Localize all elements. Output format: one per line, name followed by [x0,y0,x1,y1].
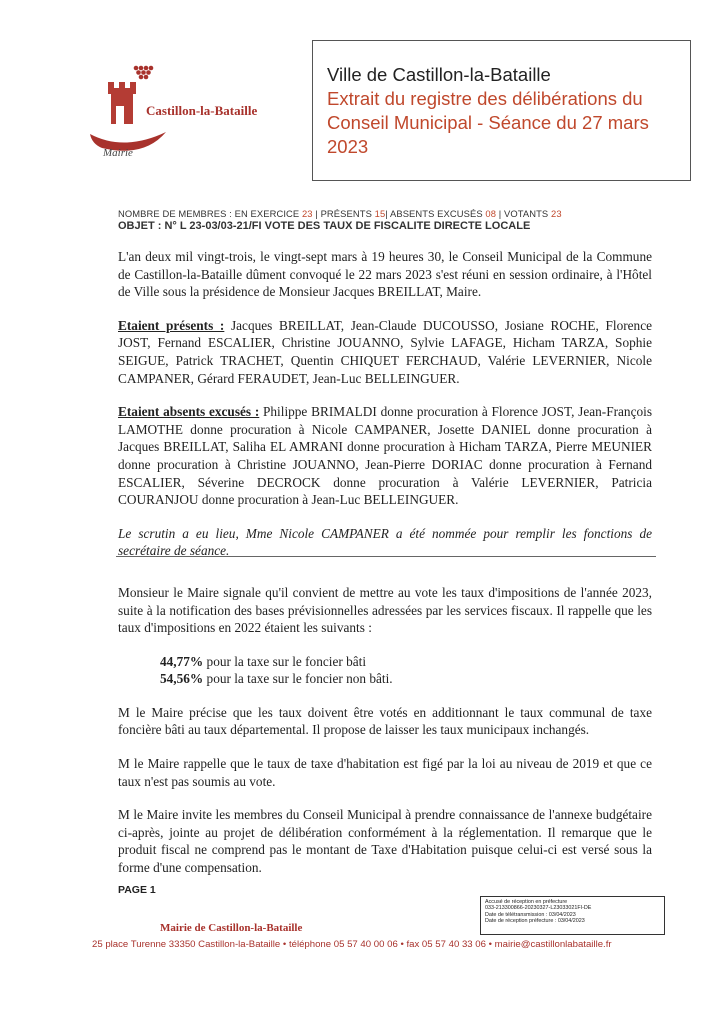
extract-title: Extrait du registre des délibérations du Conseil Municipal - Séance du 27 mars 2023 [327,88,649,157]
rates-list [160,653,652,688]
absents-heading: Etaient absents excusés : [118,404,260,420]
city-title: Ville de Castillon-la-Bataille [327,64,551,85]
presents-heading: Etaient présents : [118,317,225,333]
absents-paragraph [118,403,652,509]
rate-bati-value: 44,77% [160,653,204,669]
separator-line [116,556,656,557]
stamp-transmission: Date de télétransmission : 03/04/2023 [485,911,576,918]
prefecture-stamp [480,896,665,935]
paragraph-habitation: M le Maire rappelle que le taux de taxe d'habitation est figé par la loi au niveau de 2019 et que ce taux n'est pas soumis au vote. [118,756,652,789]
footer-address: 25 place Turenne 33350 Castillon-la-Bataille • téléphone 05 57 40 00 06 • fax 05 57 40 33 06 • mairie@castillonlabataille.fr [92,939,612,950]
document-body [118,248,652,877]
presents-list: Jacques BREILLAT, Jean-Claude DUCOUSSO, Josiane ROCHE, Florence JOST, Fernand ESCALIER, Christine JOUANNO, Sylvie LAFAGE, Hicham TARZA, Sophie SEIGUE, Patrick TRACHET, Quentin CHIQUET FERCHAUD, Valérie LEVERNIER, Nicole CAMPANER, Gérard FERAUDET, Jean-Luc BELLEINGUER. [118,317,653,386]
absents-count: 08 [485,208,497,219]
membership-counts [118,208,562,219]
stamp-id: 033-213300866-20230327-L23033021FI-DE [485,905,592,912]
intro-paragraph: L'an deux mil vingt-trois, le vingt-sept mars à 19 heures 30, le Conseil Municipal de la Commune de Castillon-la-Bataille dûment convoqué le 22 mars 2023 s'est réuni en session ordinaire, à l'Hôtel de Ville sous la présidence de Monsieur Jacques BREILLAT, Maire. [118,249,652,300]
logo-name: Castillon-la-Bataille [146,103,258,118]
stamp-reception: Date de réception préfecture : 03/04/2023 [485,918,585,925]
objet-line: OBJET : N° L 23-03/03-21/FI VOTE DES TAUX DE FISCALITE DIRECTE LOCALE [118,220,531,232]
presents-label: | PRÉSENTS [315,208,372,219]
paragraph-annexe: M le Maire invite les membres du Conseil Municipal à prendre connaissance de l'annexe budgétaire ci-après, jointe au projet de délibération conformément à la réglementation. Il remarque que le produit fiscal ne comprend pas le montant de Taxe d'Habitation puisque celui-ci est versé sous la forme d'une compensation. [118,807,652,876]
presents-count: 15 [374,208,386,219]
rate-non-bati-text: pour la taxe sur le foncier non bâti. [203,671,393,687]
rate-non-bati-value: 54,56% [160,671,204,687]
en-exercice-label: NOMBRE DE MEMBRES : EN EXERCICE [118,208,300,219]
absents-label: | ABSENTS EXCUSÉS [385,208,483,219]
header-box [312,40,691,181]
paragraph-vote-method: M le Maire précise que les taux doivent être votés en additionnant le taux communal de taxe foncière bâti au taux départemental. Il propose de laisser les taux municipaux inchangés. [118,704,652,738]
presents-paragraph [118,317,652,387]
votants-label: | VOTANTS [498,208,549,219]
stamp-title: Accusé de réception en préfecture [485,899,568,905]
absents-list: Philippe BRIMALDI donne procuration à Florence JOST, Jean-François LAMOTHE donne procuration à Nicole CAMPANER, Josette DANIEL donne procuration à Jacques BREILLAT, Saliha EL AMRANI donne procuration à Hicham TARZA, Pierre MEUNIER donne procuration à Christine JOUANNO, Jean-Pierre DORIAC donne procuration à Fernand ESCALIER, Séverine DECROCK donne procuration à Valérie LEVERNIER, Patricia COURANJOU donne procuration à Jean-Luc BELLEINGUER. [118,404,653,508]
rate-bati-text: pour la taxe sur le foncier bâti [203,653,367,669]
scrutin-paragraph: Le scrutin a eu lieu, Mme Nicole CAMPANER a été nommée pour remplir les fonctions de secrétaire de séance. [118,525,652,559]
en-exercice-count: 23 [301,208,313,219]
logo-subtitle: Mairie [103,147,133,159]
page-number: PAGE 1 [118,884,156,896]
footer-mairie-name: Mairie de Castillon-la-Bataille [160,922,303,934]
paragraph-rates-intro: Monsieur le Maire signale qu'il convient de mettre au vote les taux d'impositions de l'année 2023, suite à la notification des bases prévisionnelles adressées par les services fiscaux. Il rappelle que les taux d'impositions en 2022 étaient les suivants : [118,584,652,636]
votants-count: 23 [551,208,562,219]
